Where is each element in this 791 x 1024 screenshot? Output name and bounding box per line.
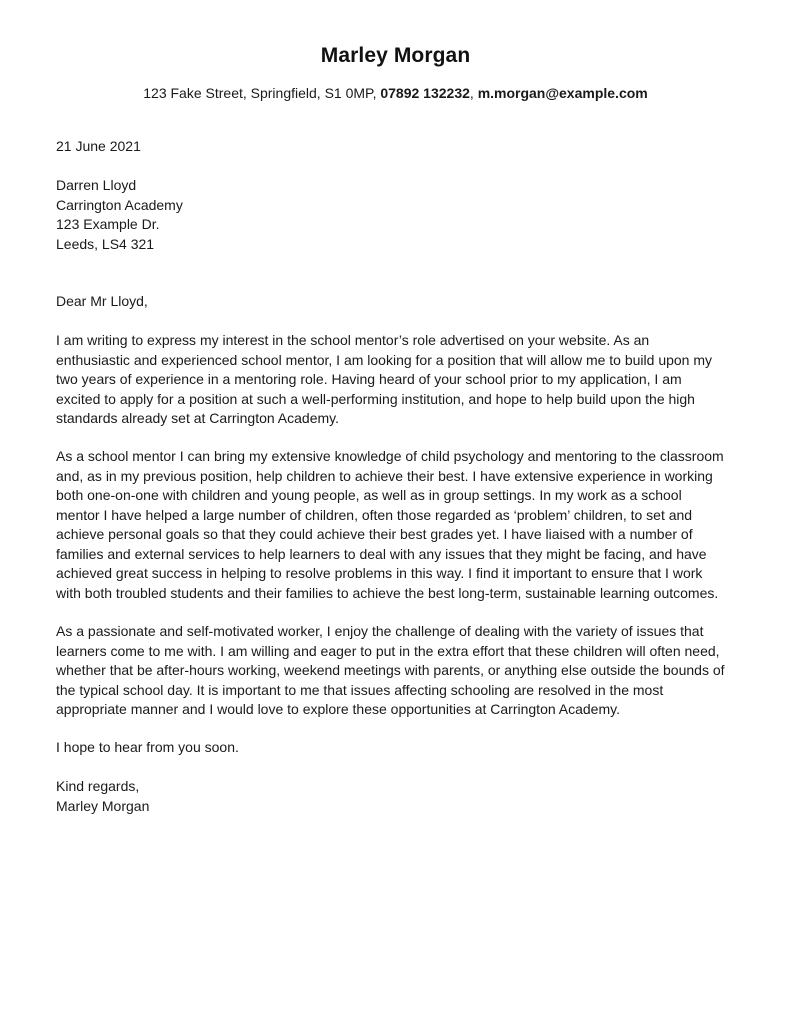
- paragraph-3: [56, 622, 746, 720]
- sender-name: Marley Morgan: [320, 44, 471, 67]
- paragraph-line: mentor I have helped a large number of children, often those regarded as ‘problem’ children, to set and: [56, 506, 693, 523]
- signature-name: Marley Morgan: [56, 797, 150, 814]
- letter-date: 21 June 2021: [56, 138, 141, 154]
- paragraph-1: [56, 331, 746, 429]
- paragraph-line: whether that be after-hours working, weekend meetings with parents, or anything else outside the bounds of: [56, 662, 725, 678]
- sender-contact-line: [0, 85, 791, 101]
- sender-address: 123 Fake Street, Springfield, S1 0MP,: [143, 85, 381, 101]
- recipient-city: Leeds, LS4 321: [56, 235, 155, 252]
- paragraph-line: families and external services to help learners to deal with any issues that they might be facing, and have: [56, 545, 707, 562]
- closing-line: I hope to hear from you soon.: [56, 739, 239, 755]
- signoff-block: [56, 777, 746, 816]
- recipient-organization: Carrington Academy: [56, 196, 183, 213]
- paragraph-line: I am writing to express my interest in the school mentor’s role advertised on your website. As an: [56, 332, 650, 348]
- paragraph-line: standards already set at Carrington Academy.: [56, 410, 340, 426]
- paragraph-line: achieve personal goals so that they could achieve their best grades yet. I have liaised with a number of: [56, 526, 693, 542]
- paragraph-line: As a school mentor I can bring my extensive knowledge of child psychology and mentoring to the classroom: [56, 448, 724, 464]
- recipient-block: [56, 176, 746, 254]
- contact-separator: ,: [469, 85, 478, 101]
- paragraph-line: and, as in my previous position, help children to achieve their best. I have extensive experience in working: [56, 467, 713, 484]
- recipient-name: Darren Lloyd: [56, 177, 137, 193]
- paragraph-line: enthusiastic and experienced school mentor, I am looking for a position that will allow me to build upon my: [56, 351, 713, 368]
- paragraph-line: achieved great success in helping to resolve problems in this way. I find it important to ensure that I work: [56, 565, 703, 581]
- paragraph-2: [56, 447, 746, 603]
- sender-email: m.morgan@example.com: [477, 85, 648, 101]
- paragraph-line: learners come to me with. I am willing and eager to put in the extra effort that these children will often need,: [56, 642, 720, 659]
- paragraph-line: excited to apply for a position at such a well-performing institution, and hope to help build upon the high: [56, 390, 695, 407]
- paragraph-line: both one-on-one with children and young people, as well as in group settings. In my work as a school: [56, 487, 682, 503]
- salutation: Dear Mr Lloyd,: [56, 293, 148, 309]
- recipient-street: 123 Example Dr.: [56, 216, 160, 232]
- paragraph-line: As a passionate and self-motivated worker, I enjoy the challenge of dealing with the variety of issues that: [56, 623, 704, 639]
- paragraph-line: the typical school day. It is important to me that issues affecting schooling are resolved in the most: [56, 681, 664, 698]
- paragraph-line: appropriate manner and I would love to explore these opportunities at Carrington Academy.: [56, 701, 620, 717]
- paragraph-line: two years of experience in a mentoring role. Having heard of your school prior to my application, I am: [56, 371, 682, 387]
- signoff-phrase: Kind regards,: [56, 778, 140, 794]
- paragraph-line: with both troubled students and their families to achieve the best long-term, sustainable learning outcomes.: [56, 584, 719, 601]
- sender-phone: 07892 132232: [380, 85, 470, 101]
